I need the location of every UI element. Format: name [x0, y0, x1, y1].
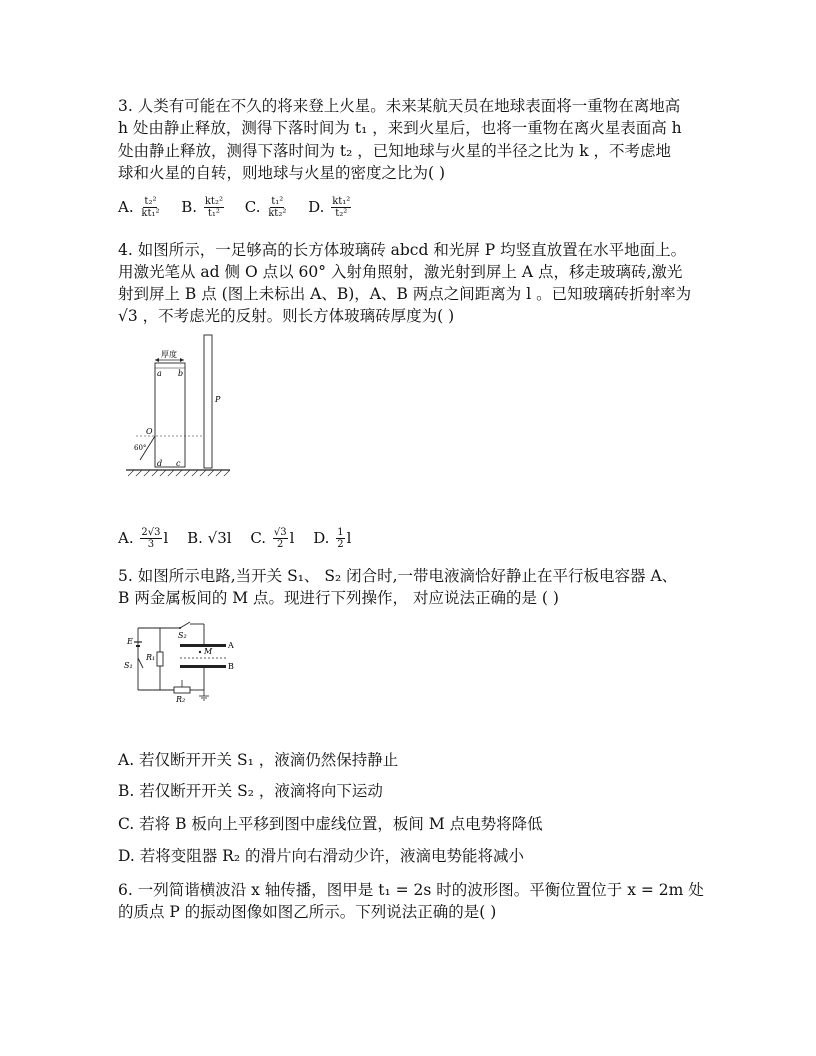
thickness-label: 厚度 [161, 350, 177, 359]
option-letter: C. [250, 528, 267, 547]
label-m: M [204, 647, 213, 656]
ground-symbol [199, 690, 209, 700]
glass-brick [155, 363, 185, 467]
fraction-numerator: kt₁² [332, 196, 351, 207]
fraction-numerator: t₁² [271, 196, 284, 207]
q3-line-1: 3. 人类有可能在不久的将来登上火星。未来某航天员在地球表面将一重物在离地高 [118, 97, 681, 115]
switch-s1 [138, 658, 143, 668]
q5-option-c[interactable]: C. 若将 B 板向上平移到图中虚线位置，板间 M 点电势将降低 [118, 815, 543, 833]
q4-line-3: 射到屏上 B 点 (图上未标出 A、B)，A、B 两点之间距离为 l 。已知玻璃砖折射率为 [118, 285, 692, 303]
option-letter: D. [308, 197, 325, 216]
fraction [273, 527, 288, 550]
q4-option-b[interactable] [187, 529, 236, 547]
option-tail: l [346, 528, 352, 547]
fraction-denominator: 2 [337, 539, 344, 550]
switch-pivot [179, 627, 181, 629]
fraction [204, 196, 224, 219]
screen-label: P [215, 395, 221, 404]
switch-s2 [180, 622, 190, 628]
option-letter: B. [181, 197, 198, 216]
fraction [267, 196, 287, 219]
option-tail: l [289, 528, 295, 547]
label-a: A [228, 641, 234, 650]
option-letter: A. [118, 197, 134, 216]
q3-options [118, 196, 367, 219]
fraction-denominator: 2 [277, 539, 284, 550]
fraction-denominator: kt₂² [268, 208, 287, 219]
option-letter: C. [244, 197, 261, 216]
fraction-denominator: t₁² [207, 208, 220, 219]
q4-option-a[interactable] [118, 527, 173, 550]
resistor-r1 [157, 652, 163, 666]
q3-line-2: h 处由静止释放，测得下落时间为 t₁ ，来到火星后，也将一重物在离火星表面高 h [118, 119, 682, 137]
plate-b [180, 665, 226, 668]
corner-c: c [176, 459, 181, 468]
q5-line-2: B 两金属板间的 M 点。现进行下列操作， 对应说法正确的是 ( ) [118, 589, 559, 607]
q5-circuit-figure [118, 618, 248, 706]
fraction-denominator: kt₁² [141, 208, 160, 219]
droplet-m [199, 651, 201, 653]
label-b: B [228, 662, 234, 671]
q4-line-1: 4. 如图所示，一足够高的长方体玻璃砖 abcd 和光屏 P 均竖直放置在水平地面上。 [118, 241, 687, 259]
incidence-angle: 60° [134, 444, 147, 452]
q5-option-a[interactable]: A. 若仅断开开关 S₁ ，液滴仍然保持静止 [118, 751, 399, 769]
q6-line-1: 6. 一列简谐横波沿 x 轴传播，图甲是 t₁ = 2s 时的波形图。平衡位置位于 x = 2m 处 [118, 881, 704, 899]
label-e: E [127, 637, 133, 646]
fraction [140, 527, 161, 550]
q3-line-4: 球和火星的自转，则地球与火星的密度之比为( ) [118, 164, 446, 182]
label-r1: R₁ [146, 653, 156, 662]
q3-option-c[interactable] [244, 196, 294, 219]
corner-d: d [157, 459, 163, 468]
q4-option-c[interactable] [250, 527, 299, 550]
point-o: O [146, 427, 153, 436]
q6-line-2: 的质点 P 的振动图像如图乙所示。下列说法正确的是( ) [118, 903, 497, 921]
q3-option-b[interactable] [181, 196, 230, 219]
label-s2: S₂ [178, 631, 187, 640]
fraction-denominator: 3 [147, 539, 155, 550]
q4-line-4: √3 ，不考虑光的反射。则长方体玻璃砖厚度为( ) [118, 307, 455, 325]
option-letter: D. [313, 528, 330, 547]
q5-line-1: 5. 如图所示电路,当开关 S₁、 S₂ 闭合时,一带电液滴恰好静止在平行板电容器 A、 [118, 567, 678, 585]
fraction [336, 527, 344, 550]
q4-options [118, 527, 365, 550]
fraction [331, 196, 351, 219]
fraction-numerator: √3 [273, 527, 287, 538]
option-letter: B. [187, 528, 203, 547]
q3-option-d[interactable] [308, 196, 353, 219]
screen-p [204, 335, 212, 468]
resistor-r2 [174, 687, 190, 693]
label-s1: S₁ [124, 661, 133, 670]
fraction-numerator: kt₂² [204, 196, 223, 207]
q4-glass-figure [118, 330, 238, 480]
arrow-head-right [180, 358, 184, 362]
option-tail: l [163, 528, 169, 547]
ground-hatching [128, 470, 230, 476]
corner-b: b [178, 369, 184, 378]
option-letter: A. [118, 528, 134, 547]
fraction-denominator: t₂² [335, 208, 348, 219]
plate-a [180, 644, 226, 647]
q5-option-d[interactable]: D. 若将变阻器 R₂ 的滑片向右滑动少许，液滴电势能将减小 [118, 847, 524, 865]
fraction-numerator: 2√3 [141, 527, 161, 538]
q3-line-3: 处由静止释放，测得下落时间为 t₂ ，已知地球与火星的半径之比为 k ，不考虑地 [118, 142, 672, 160]
option-text: √3l [207, 528, 232, 547]
q4-line-2: 用激光笔从 ad 侧 O 点以 60° 入射角照射，激光射到屏上 A 点，移走玻璃砖,激光 [118, 263, 683, 281]
fraction-numerator: 1 [337, 527, 344, 538]
q3-option-a[interactable] [118, 196, 167, 219]
arrow-head-left [155, 358, 159, 362]
corner-a: a [157, 369, 162, 378]
fraction [140, 196, 160, 219]
label-r2: R₂ [176, 695, 186, 704]
q5-option-b[interactable]: B. 若仅断开开关 S₂ ，液滴将向下运动 [118, 782, 383, 800]
fraction-numerator: t₂² [144, 196, 157, 207]
q4-option-d[interactable] [313, 527, 352, 550]
